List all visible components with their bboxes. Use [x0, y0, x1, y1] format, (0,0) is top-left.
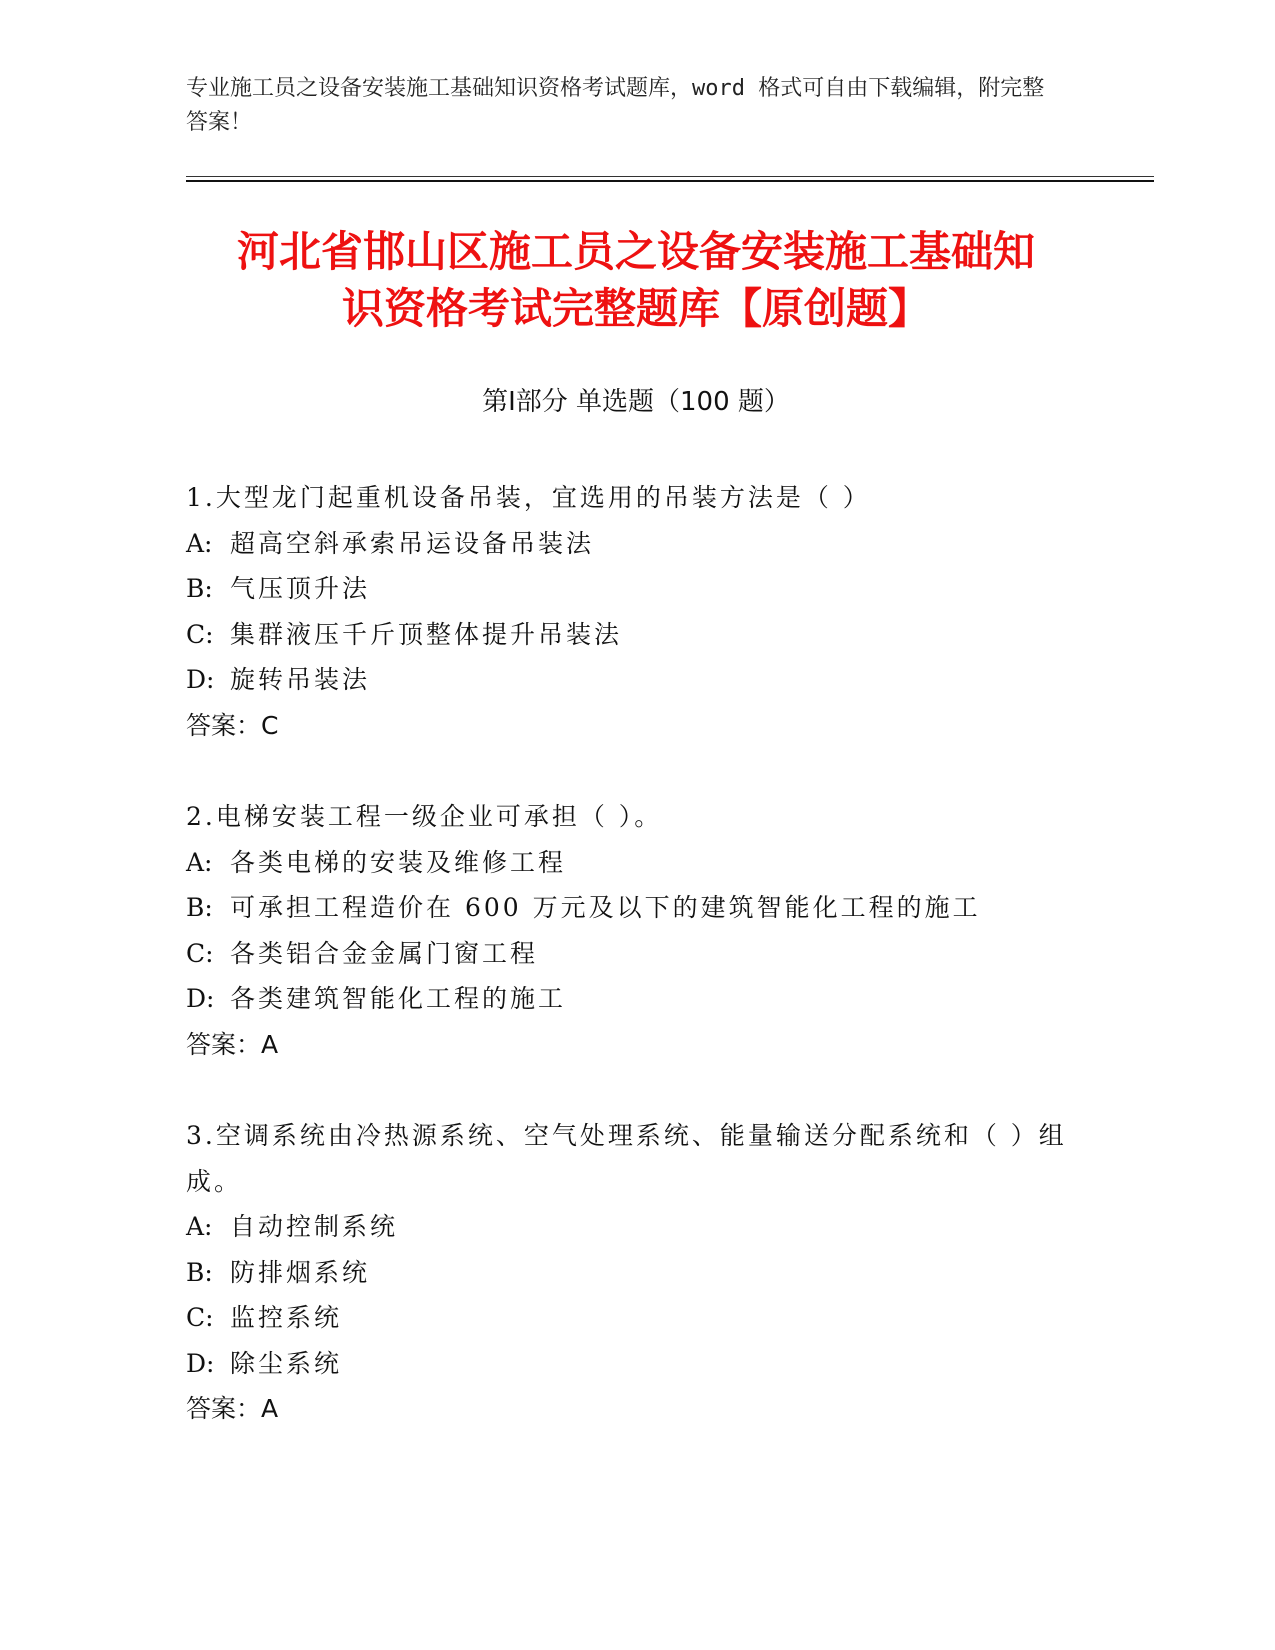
question-list	[186, 475, 1086, 1478]
option-d	[186, 657, 1086, 703]
option-c	[186, 1295, 1086, 1341]
option-c	[186, 931, 1086, 977]
option-a	[186, 840, 1086, 886]
answer-line	[186, 1022, 1086, 1068]
option-key: C:	[186, 938, 214, 968]
answer-value: C	[261, 710, 279, 740]
header-note: 专业施工员之设备安装施工基础知识资格考试题库，word 格式可自由下载编辑，附完整答案！	[186, 76, 1045, 135]
option-b	[186, 566, 1086, 612]
document-title	[186, 223, 1086, 337]
question-1	[186, 475, 1086, 748]
answer-value: A	[261, 1394, 279, 1423]
option-d	[186, 1341, 1086, 1387]
option-text: 监控系统	[230, 1303, 343, 1332]
option-text: 防排烟系统	[230, 1257, 371, 1287]
option-text: 气压顶升法	[230, 574, 371, 603]
option-key: C:	[186, 1303, 214, 1332]
answer-line	[186, 1386, 1086, 1432]
option-text: 集群液压千斤顶整体提升吊装法	[230, 619, 623, 649]
option-key: D:	[186, 984, 215, 1013]
option-key: B:	[186, 1257, 213, 1287]
option-c	[186, 612, 1086, 658]
option-key: A:	[186, 528, 213, 558]
option-key: D:	[186, 1348, 215, 1378]
header-rule-thick	[186, 180, 1154, 182]
option-b	[186, 885, 1086, 931]
question-2	[186, 794, 1086, 1067]
option-key: B:	[186, 574, 213, 603]
option-b	[186, 1250, 1086, 1296]
option-text: 自动控制系统	[230, 1212, 399, 1241]
option-key: B:	[186, 893, 213, 922]
document-title-line-2: 识资格考试完整题库【原创题】	[341, 284, 930, 333]
option-text: 可承担工程造价在 600 万元及以下的建筑智能化工程的施工	[230, 893, 981, 922]
answer-prefix: 答案：	[186, 710, 262, 740]
option-text: 旋转吊装法	[230, 665, 371, 694]
question-stem: 3.空调系统由冷热源系统、空气处理系统、能量输送分配系统和（ ）组成。	[186, 1121, 1067, 1196]
option-d	[186, 976, 1086, 1022]
option-key: A:	[186, 847, 213, 877]
question-stem: 1.大型龙门起重机设备吊装，宜选用的吊装方法是（ ）	[186, 483, 871, 512]
answer-prefix: 答案：	[186, 1029, 262, 1059]
option-key: C:	[186, 619, 214, 649]
option-text: 除尘系统	[230, 1348, 343, 1378]
option-text: 各类电梯的安装及维修工程	[230, 847, 567, 877]
option-text: 各类铝合金金属门窗工程	[230, 938, 539, 968]
question-stem: 2.电梯安装工程一级企业可承担（ ）。	[186, 802, 663, 831]
option-key: A:	[186, 1212, 213, 1241]
section-title: 第Ⅰ部分 单选题（100 题）	[482, 387, 790, 417]
answer-prefix: 答案：	[186, 1394, 262, 1423]
option-a	[186, 1204, 1086, 1250]
option-text: 各类建筑智能化工程的施工	[230, 984, 567, 1013]
answer-value: A	[261, 1029, 279, 1059]
option-a	[186, 521, 1086, 567]
option-key: D:	[186, 665, 215, 694]
answer-line	[186, 703, 1086, 749]
document-title-line-1: 河北省邯山区施工员之设备安装施工基础知	[236, 227, 1035, 276]
header-rule-thin	[186, 176, 1154, 177]
option-text: 超高空斜承索吊运设备吊装法	[230, 528, 595, 558]
question-3	[186, 1113, 1086, 1432]
